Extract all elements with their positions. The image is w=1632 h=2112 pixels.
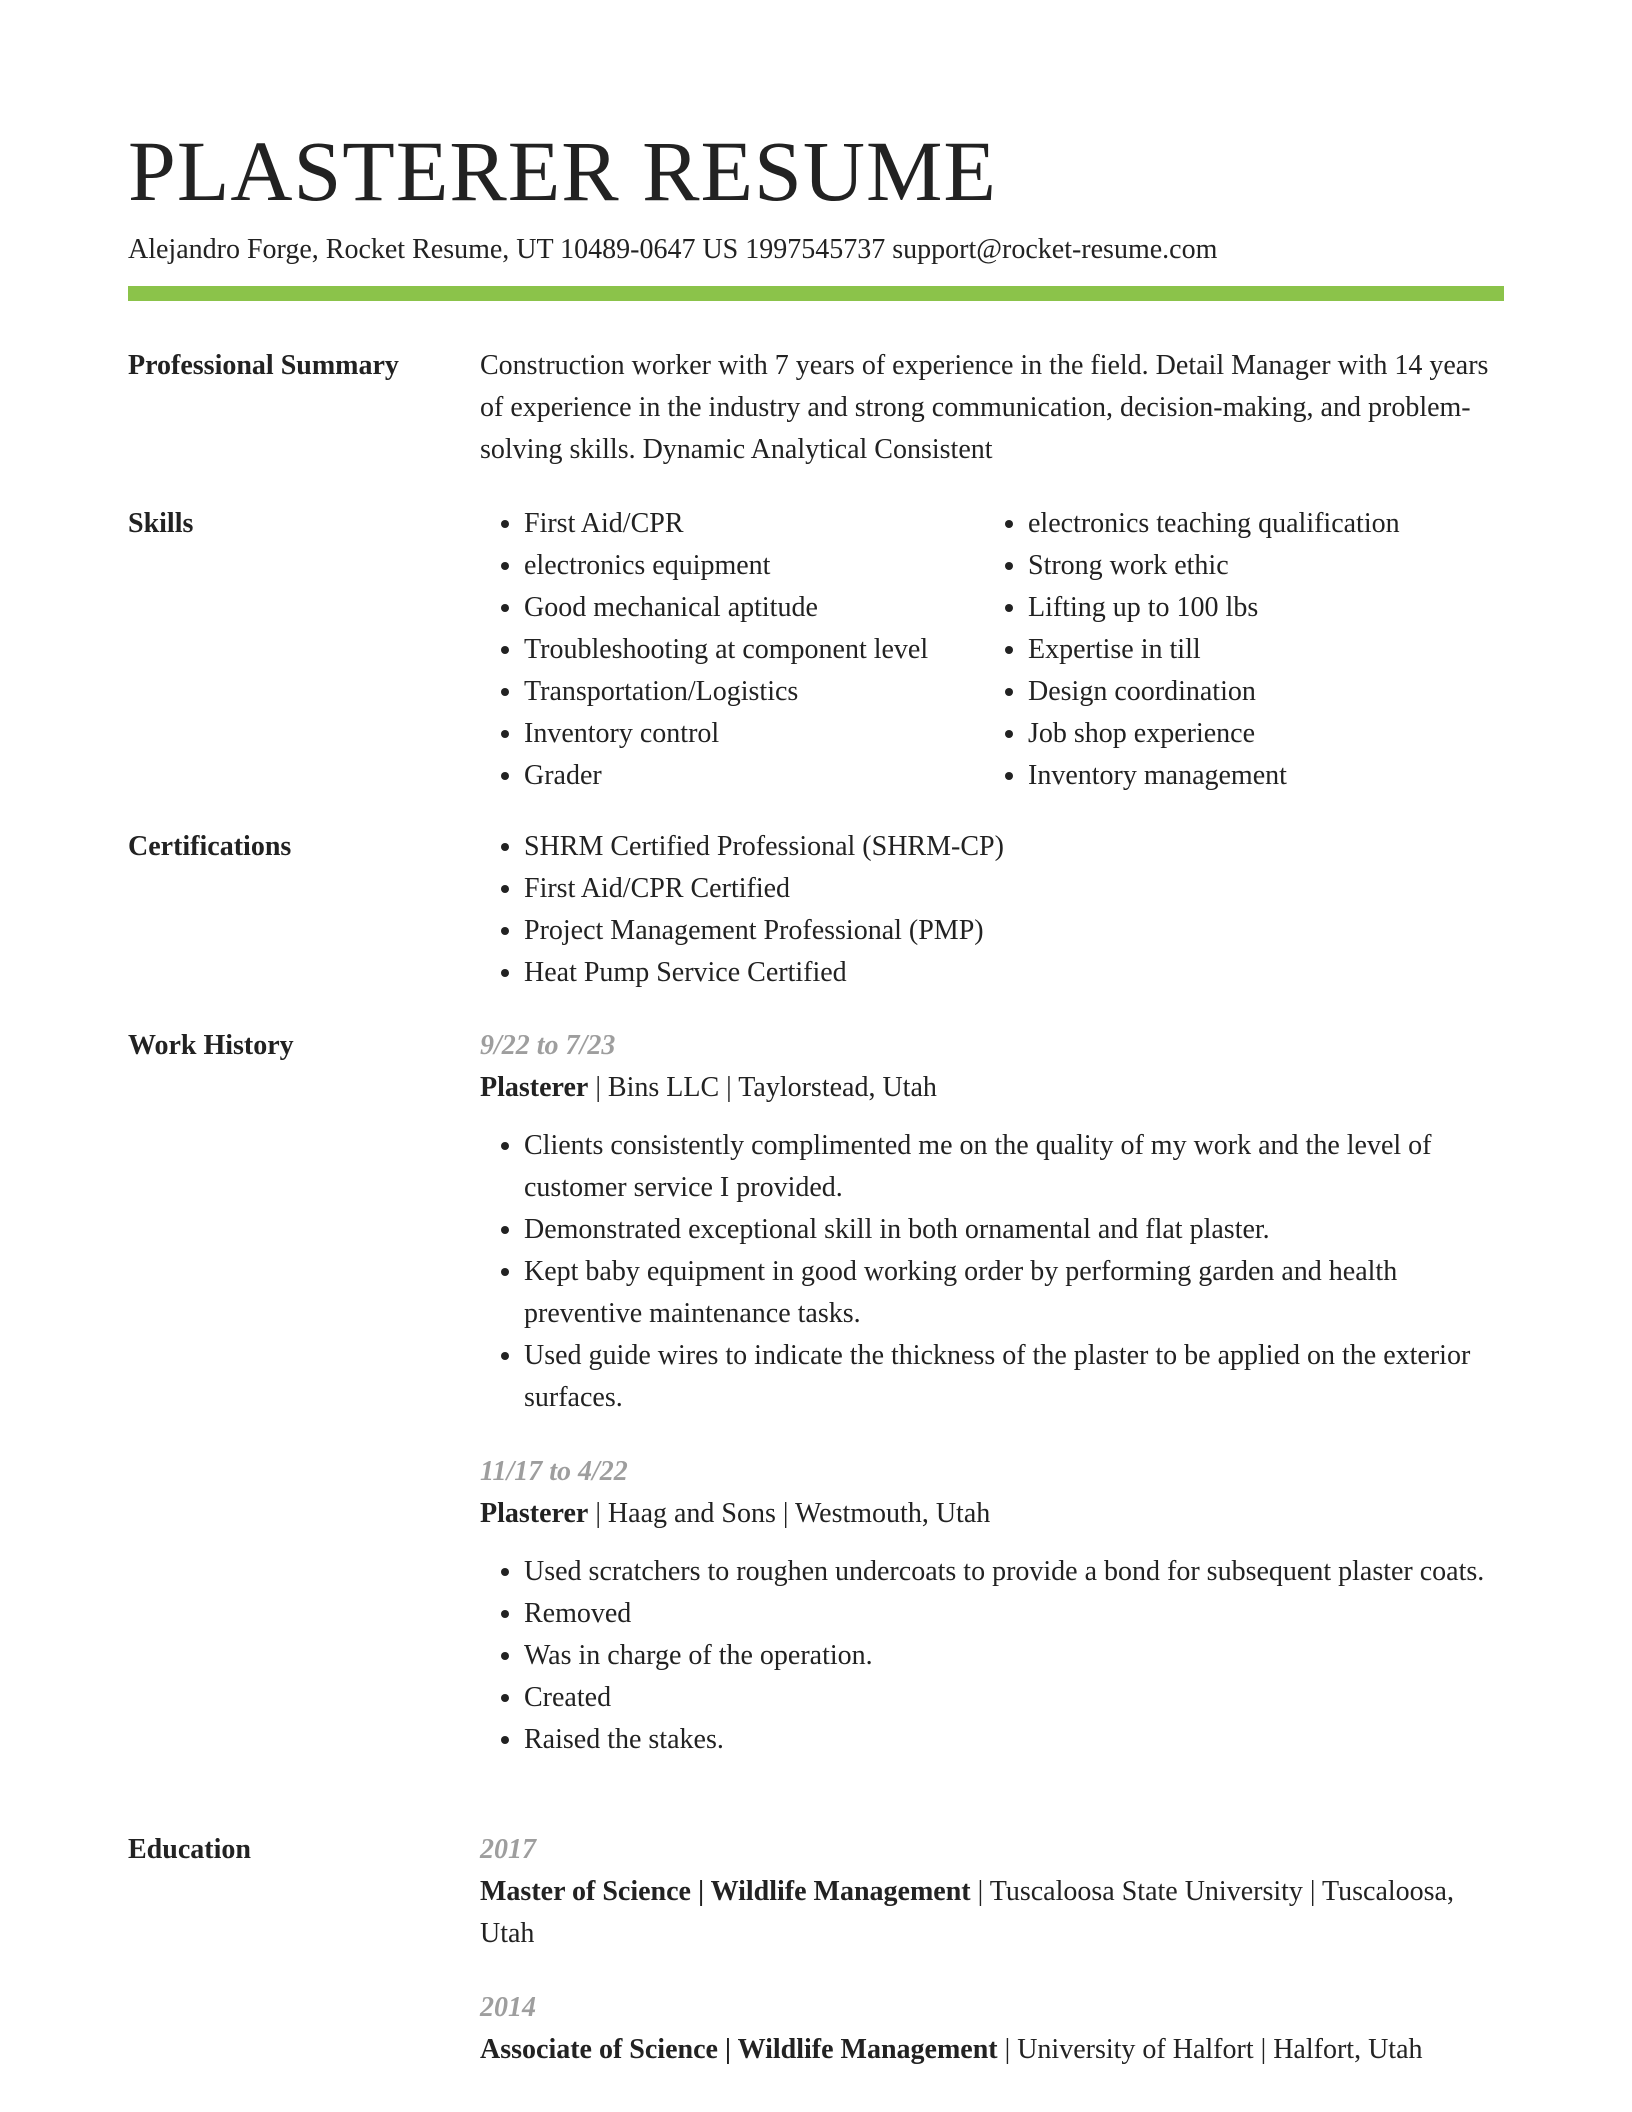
list-item: • Transportation/Logistics	[524, 671, 984, 713]
section-label-summary: Professional Summary	[128, 350, 399, 381]
certifications-list	[480, 826, 1504, 994]
list-item: • Kept baby equipment in good working order by performing garden and health preventive maintenance tasks.	[524, 1251, 1504, 1335]
skills-content	[480, 503, 1504, 797]
education-entry	[480, 1987, 1504, 2071]
job-bullet-list	[480, 1551, 1504, 1761]
section-label-skills: Skills	[128, 508, 194, 539]
list-item: • Created	[524, 1677, 1504, 1719]
education-degree: Associate of Science | Wildlife Management	[480, 2034, 998, 2065]
education-content	[480, 1829, 1504, 2071]
list-item: • electronics equipment	[524, 545, 984, 587]
list-item: • electronics teaching qualification	[1028, 503, 1548, 545]
list-item: • Clients consistently complimented me on the quality of my work and the level of customer service I provided.	[524, 1125, 1504, 1209]
section-label-work-history: Work History	[128, 1030, 294, 1061]
job-details: | Haag and Sons | Westmouth, Utah	[588, 1498, 991, 1529]
list-item: • Troubleshooting at component level	[524, 629, 984, 671]
education-details: | University of Halfort | Halfort, Utah	[997, 2034, 1423, 2065]
job-entry	[480, 1025, 1504, 1419]
list-item: • Inventory control	[524, 713, 984, 755]
list-item: • Demonstrated exceptional skill in both ornamental and flat plaster.	[524, 1209, 1504, 1251]
education-year: 2014	[480, 1992, 536, 2023]
list-item: • Design coordination	[1028, 671, 1548, 713]
section-label-education: Education	[128, 1834, 251, 1865]
header-divider	[128, 286, 1504, 301]
list-item: • Grader	[524, 755, 984, 797]
list-item: • Lifting up to 100 lbs	[1028, 587, 1548, 629]
list-item: • Inventory management	[1028, 755, 1548, 797]
job-entry	[480, 1451, 1504, 1761]
list-item: • Used guide wires to indicate the thickness of the plaster to be applied on the exterior surfaces.	[524, 1335, 1504, 1419]
job-role-line	[480, 1067, 1504, 1109]
list-item: • SHRM Certified Professional (SHRM-CP)	[524, 826, 1504, 868]
skills-list-right	[984, 503, 1548, 797]
list-item: • Project Management Professional (PMP)	[524, 910, 1504, 952]
job-title: Plasterer	[480, 1498, 589, 1529]
job-dates: 9/22 to 7/23	[480, 1030, 616, 1061]
job-title: Plasterer	[480, 1072, 589, 1103]
education-degree: Master of Science | Wildlife Management	[480, 1876, 971, 1907]
list-item: • Was in charge of the operation.	[524, 1635, 1504, 1677]
job-dates: 11/17 to 4/22	[480, 1456, 628, 1487]
contact-line: Alejandro Forge, Rocket Resume, UT 10489-0647 US 1997545737 support@rocket-resume.com	[128, 234, 1218, 265]
education-year: 2017	[480, 1834, 536, 1865]
certifications-content	[480, 826, 1504, 994]
education-details: | Tuscaloosa State University | Tuscaloosa, Utah	[480, 1876, 1454, 1949]
resume-title: PLASTERER RESUME	[128, 123, 997, 219]
summary-content	[480, 345, 1504, 471]
list-item: • Strong work ethic	[1028, 545, 1548, 587]
list-item: • First Aid/CPR	[524, 503, 984, 545]
education-entry	[480, 1829, 1504, 1955]
list-item: • Used scratchers to roughen undercoats to provide a bond for subsequent plaster coats.	[524, 1551, 1504, 1593]
list-item: • Job shop experience	[1028, 713, 1548, 755]
list-item: • Removed	[524, 1593, 1504, 1635]
list-item: • First Aid/CPR Certified	[524, 868, 1504, 910]
list-item: • Expertise in till	[1028, 629, 1548, 671]
job-bullet-list	[480, 1125, 1504, 1419]
job-role-line	[480, 1493, 1504, 1535]
work-history-content	[480, 1025, 1504, 1761]
education-degree-line	[480, 2029, 1504, 2071]
summary-text: Construction worker with 7 years of experience in the field. Detail Manager with 14 years of experience in the industry and strong communication, decision-making, and problem-solving skills. Dynamic Analytical Consistent	[480, 350, 1489, 465]
skills-list-left	[480, 503, 984, 797]
section-label-certifications: Certifications	[128, 831, 292, 862]
list-item: • Heat Pump Service Certified	[524, 952, 1504, 994]
job-details: | Bins LLC | Taylorstead, Utah	[588, 1072, 937, 1103]
education-degree-line	[480, 1871, 1504, 1955]
list-item: • Good mechanical aptitude	[524, 587, 984, 629]
list-item: • Raised the stakes.	[524, 1719, 1504, 1761]
